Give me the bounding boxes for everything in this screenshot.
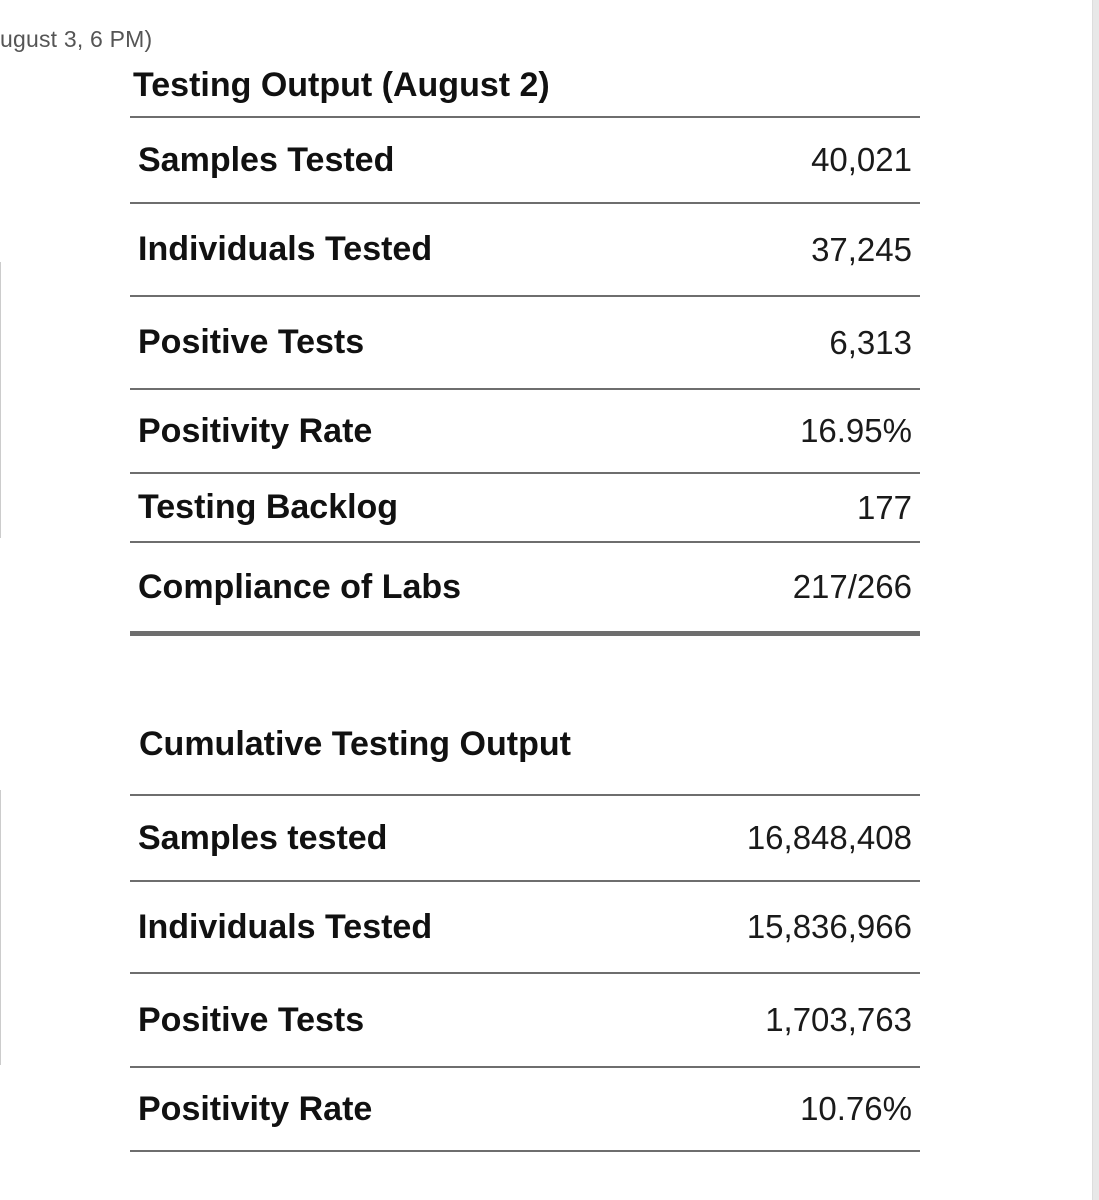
table-row xyxy=(130,202,920,295)
row-label: Testing Backlog xyxy=(138,488,399,526)
table-row xyxy=(130,295,920,388)
table-row xyxy=(130,880,920,972)
row-value: 177 xyxy=(856,488,912,526)
left-panel-edge-top xyxy=(0,262,1,538)
row-label: Positivity Rate xyxy=(138,411,373,450)
row-value: 217/266 xyxy=(792,568,912,605)
row-value: 16.95% xyxy=(800,412,912,449)
row-label: Samples Tested xyxy=(138,140,395,179)
row-value: 1,703,763 xyxy=(765,1001,912,1038)
table-row xyxy=(130,972,920,1066)
cumulative-testing-table xyxy=(130,794,920,1152)
row-value: 10.76% xyxy=(800,1090,912,1127)
row-label: Individuals Tested xyxy=(138,907,433,946)
left-panel-edge-bottom xyxy=(0,790,1,1065)
daily-testing-table xyxy=(130,116,920,636)
table-row xyxy=(130,541,920,631)
row-value: 15,836,966 xyxy=(746,908,912,945)
row-label: Positive Tests xyxy=(138,1000,365,1039)
table-bottom-rule xyxy=(130,631,920,636)
row-value: 16,848,408 xyxy=(746,819,912,856)
table-row xyxy=(130,794,920,880)
row-label: Samples tested xyxy=(138,818,388,857)
table-bottom-rule xyxy=(130,1150,920,1152)
row-label: Positive Tests xyxy=(138,323,365,361)
table-row xyxy=(130,116,920,202)
scrollbar-track[interactable] xyxy=(1092,0,1099,1200)
row-label: Individuals Tested xyxy=(138,230,433,268)
table-row xyxy=(130,1066,920,1150)
row-value: 40,021 xyxy=(811,141,912,178)
row-label: Positivity Rate xyxy=(138,1089,373,1128)
row-value: 37,245 xyxy=(811,230,912,268)
table-row xyxy=(130,388,920,472)
row-label: Compliance of Labs xyxy=(138,567,462,606)
daily-table-title: Testing Output (August 2) xyxy=(133,66,550,104)
table-row xyxy=(130,472,920,541)
row-value: 6,313 xyxy=(829,323,912,361)
cumulative-table-title: Cumulative Testing Output xyxy=(139,725,571,763)
report-timestamp: ugust 3, 6 PM) xyxy=(0,26,153,52)
